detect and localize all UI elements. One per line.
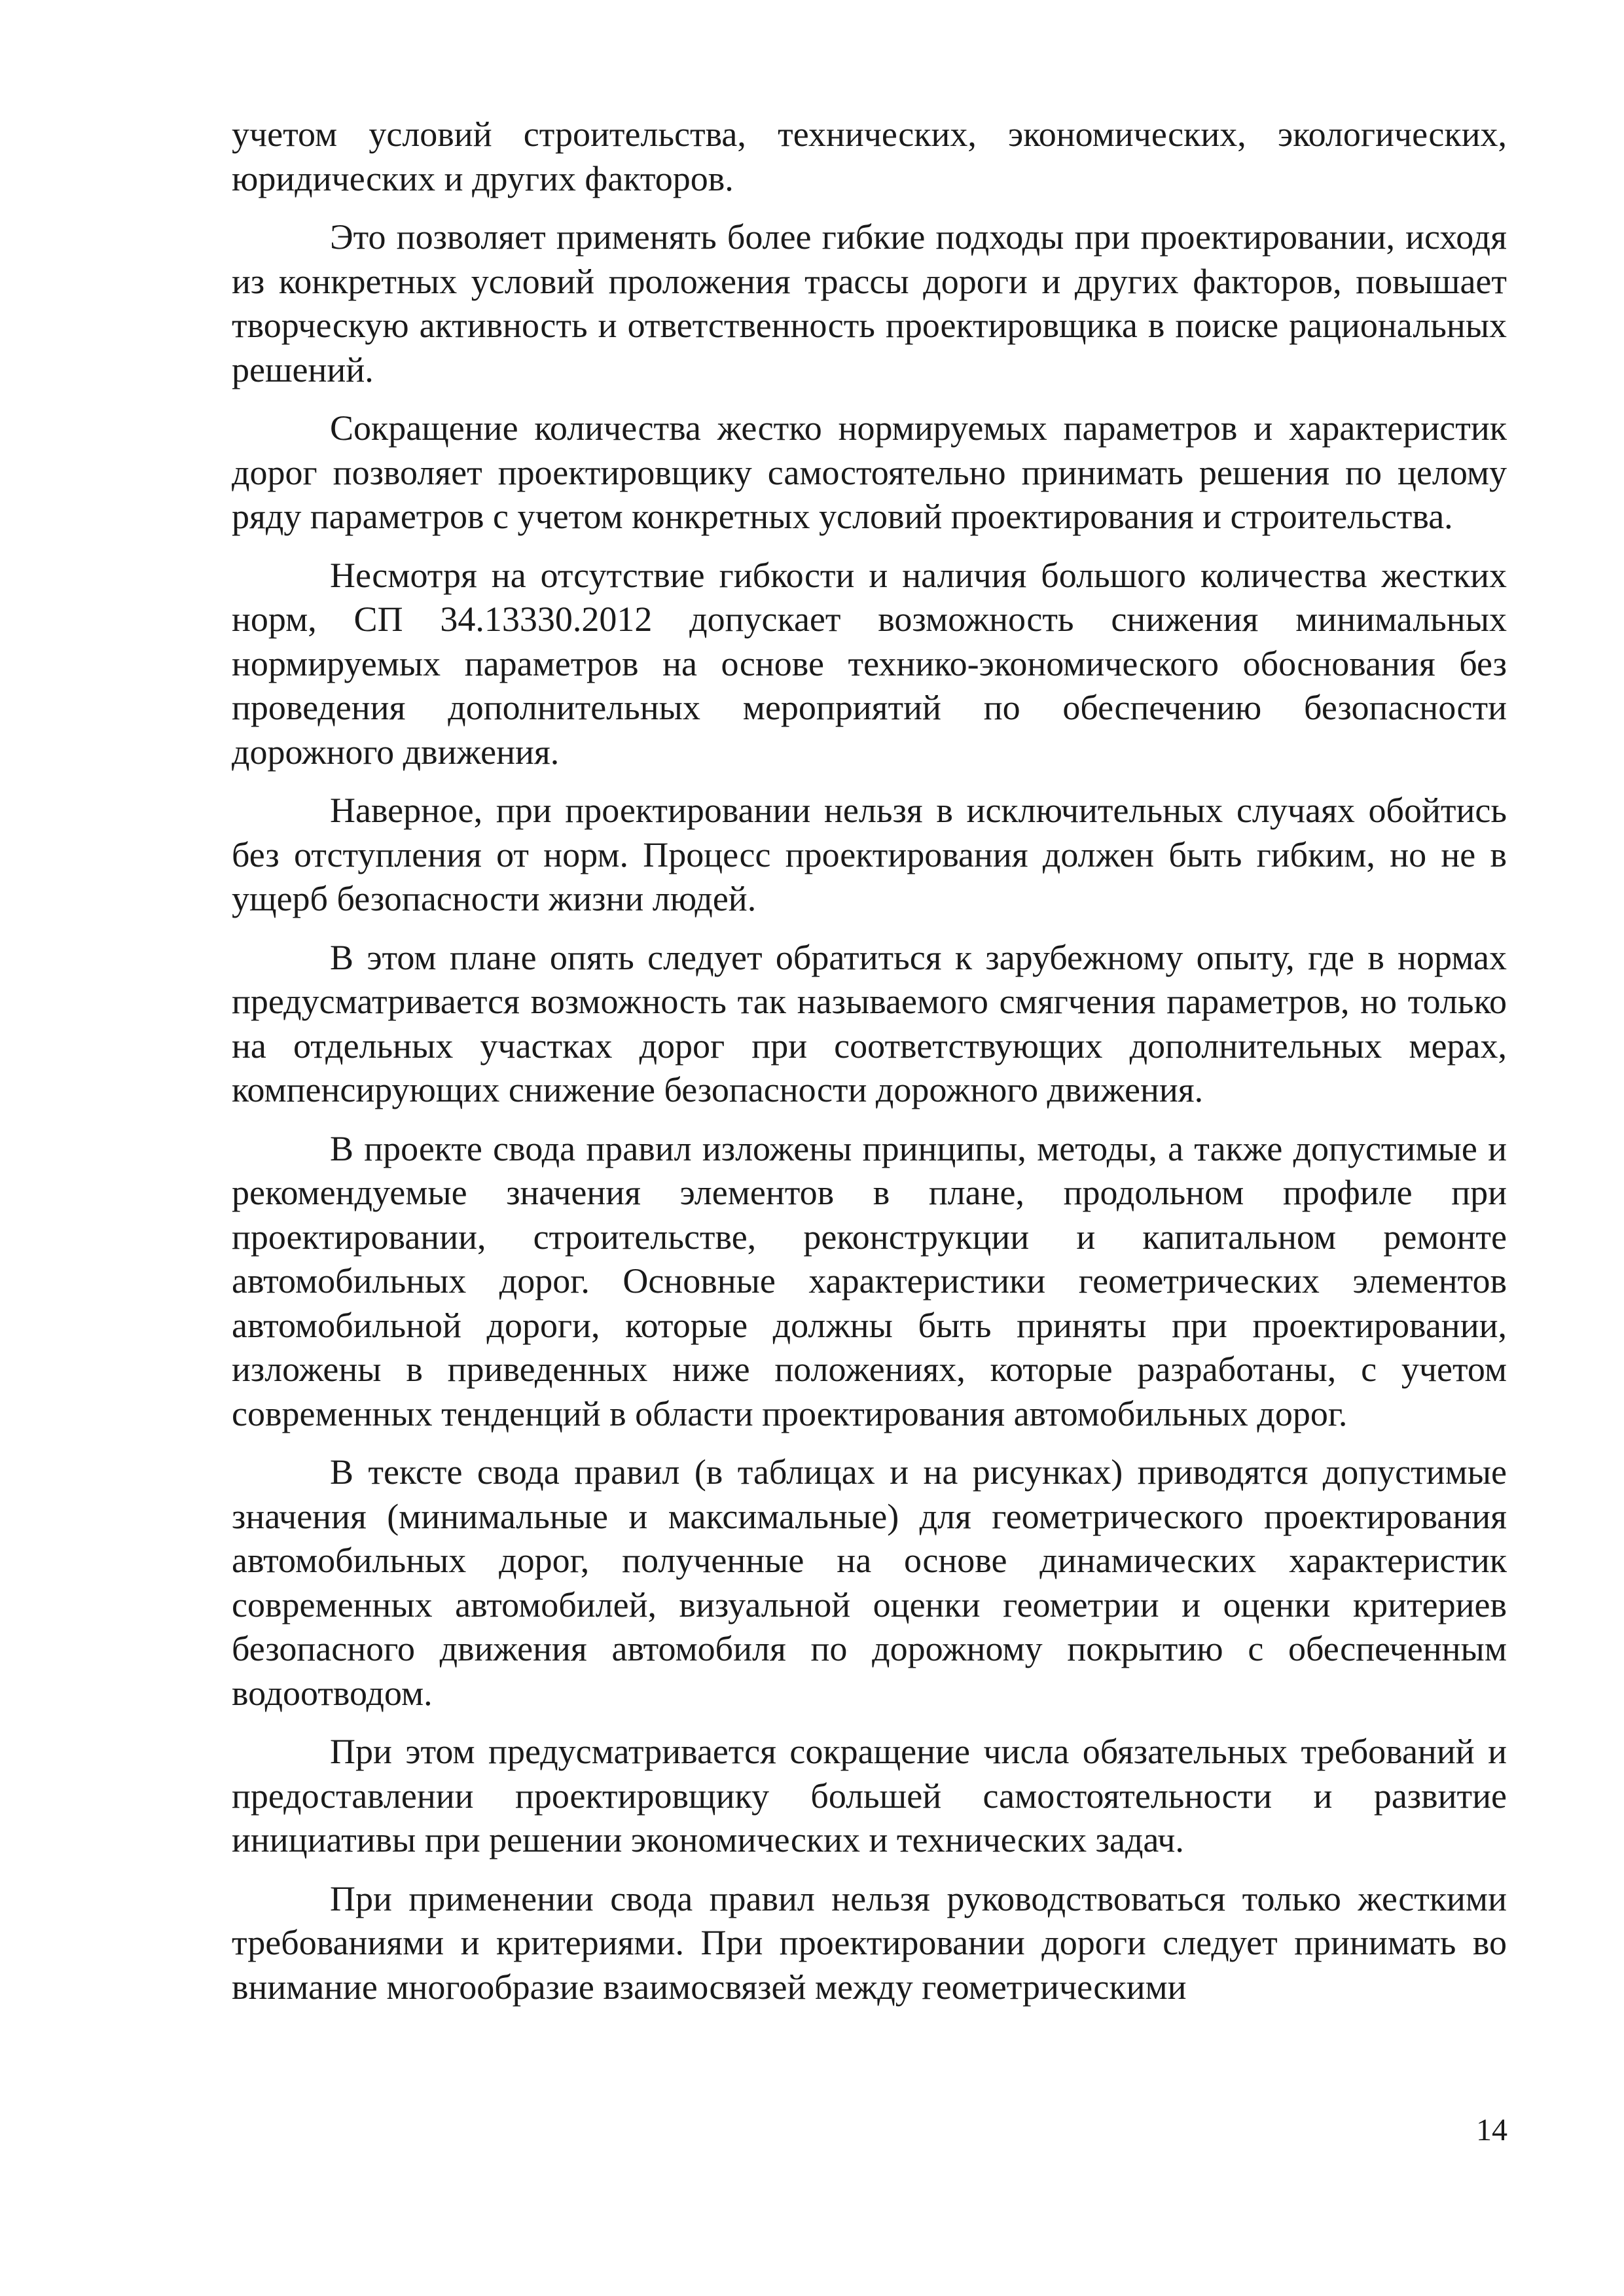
paragraph-7: В проекте свода правил изложены принципы, методы, а также допустимые и рекомендуемые значения элементов в плане, продольном профиле при проектировании, строительстве, реконструкции и капитальном ремонте автомобильных дорог. Основные характеристики геометрических элементов автомобильной дороги, которые должны быть приняты при проектировании, изложены в приведенных ниже положениях, которые разработаны, с учетом современных тенденций в области проектирования автомобильных дорог. xyxy=(232,1128,1507,1433)
paragraph-4: Несмотря на отсутствие гибкости и наличия большого количества жестких норм, СП 34.13330.2012 допускает возможность снижения минимальных нормируемых параметров на основе технико-экономического обоснования без проведения дополнительных мероприятий по обеспечению безопасности дорожного движения. xyxy=(232,555,1507,772)
document-body xyxy=(232,113,1507,2024)
paragraph-9: При этом предусматривается сокращение числа обязательных требований и предоставлении проектировщику большей самостоятельности и развитие инициативы при решении экономических и технических задач. xyxy=(232,1732,1507,1859)
paragraph-1: учетом условий строительства, технических, экономических, экологических, юридических и других факторов. xyxy=(232,115,1507,198)
paragraph-5: Наверное, при проектировании нельзя в исключительных случаях обойтись без отступления от норм. Процесс проектирования должен быть гибким, но не в ущерб безопасности жизни людей. xyxy=(232,791,1507,918)
paragraph-6: В этом плане опять следует обратиться к зарубежному опыту, где в нормах предусматривается возможность так называемого смягчения параметров, но только на отдельных участках дорог при соответствующих дополнительных мерах, компенсирующих снижение безопасности дорожного движения. xyxy=(232,937,1507,1109)
page-number: 14 xyxy=(1476,2113,1507,2147)
paragraph-3: Сокращение количества жестко нормируемых параметров и характеристик дорог позволяет проектировщику самостоятельно принимать решения по целому ряду параметров с учетом конкретных условий проектирования и строительства. xyxy=(232,408,1507,536)
paragraph-8: В тексте свода правил (в таблицах и на рисунках) приводятся допустимые значения (минимальные и максимальные) для геометрического проектирования автомобильных дорог, полученные на основе динамических характеристик современных автомобилей, визуальной оценки геометрии и оценки критериев безопасного движения автомобиля по дорожному покрытию с обеспеченным водоотводом. xyxy=(232,1452,1507,1713)
paragraph-2: Это позволяет применять более гибкие подходы при проектировании, исходя из конкретных условий проложения трассы дороги и других факторов, повышает творческую активность и ответственность проектировщика в поиске рациональных решений. xyxy=(232,217,1507,389)
paragraph-10: При применении свода правил нельзя руководствоваться только жесткими требованиями и критериями. При проектировании дороги следует принимать во внимание многообразие взаимосвязей между геометрическими xyxy=(232,1878,1507,2007)
